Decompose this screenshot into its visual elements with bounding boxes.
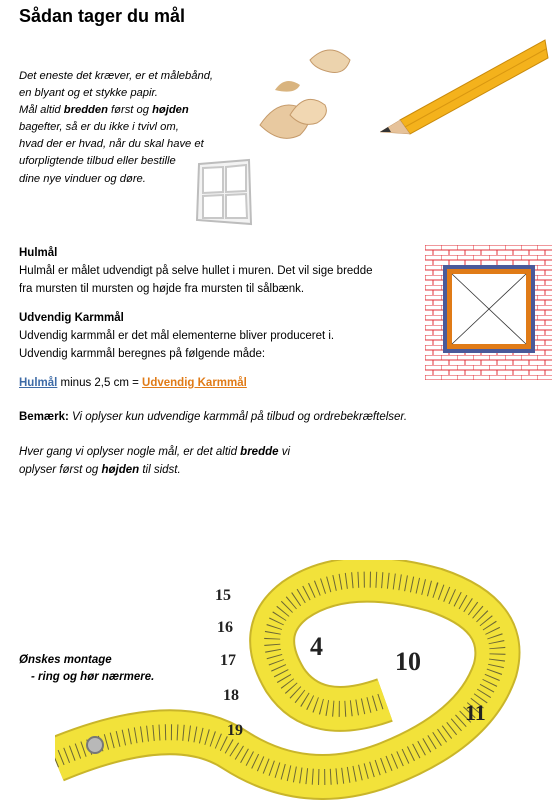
pencil-image [250, 30, 550, 150]
intro-emphasis-bredden: bredden [63, 104, 108, 117]
intro-line: dine nye vinduer og døre. [19, 172, 146, 185]
intro-fragment: først og [107, 104, 153, 117]
tape-number: 4 [310, 632, 323, 661]
hulmaal-link[interactable]: Hulmål [19, 377, 58, 389]
brick-wall-window-diagram [425, 245, 552, 380]
tape-number: 10 [395, 647, 421, 676]
intro-line: uforpligtende tilbud eller bestille [19, 155, 176, 168]
page-title: Sådan tager du mål [19, 6, 186, 26]
tape-number: 11 [465, 700, 486, 725]
tape-number: 18 [223, 687, 239, 704]
note-text: Vi oplyser kun udvendige karmmål på tilbud og ordrebekræftelser. [68, 411, 408, 423]
order-emphasis-bredde: bredde [240, 446, 279, 458]
hulmaal-line: fra mursten til mursten og højde fra mursten til sålbænk. [19, 283, 305, 295]
karmmaal-link[interactable]: Udvendig Karmmål [142, 377, 247, 389]
montage-text: - ring og hør nærmere. [31, 671, 155, 683]
intro-fragment: Mål altid [19, 104, 64, 117]
tape-number: 16 [217, 619, 233, 636]
tape-number: 19 [227, 722, 243, 739]
order-fragment: vi [278, 446, 291, 458]
intro-line: bagefter, så er du ikke i tvivl om, [19, 121, 179, 134]
order-text [19, 444, 349, 479]
tape-number: 17 [220, 652, 236, 669]
formula [19, 377, 247, 389]
karmmaal-line: Udvendig karmmål er det mål elementerne bliver produceret i. [19, 330, 335, 342]
tape-number: 15 [215, 587, 231, 604]
intro-line: hvad der er hvad, når du skal have et [19, 138, 204, 151]
formula-middle: minus 2,5 cm = [57, 377, 143, 389]
order-fragment: til sidst. [139, 463, 181, 476]
order-line [19, 444, 349, 462]
hulmaal-text [19, 262, 419, 298]
note [19, 411, 407, 423]
order-line [19, 462, 349, 480]
intro-line: Det eneste det kræver, er et målebånd, [19, 70, 214, 82]
order-fragment: oplyser først og [19, 463, 102, 476]
hulmaal-line: Hulmål er målet udvendigt på selve hullet i muren. Det vil sige bredde [19, 265, 373, 277]
montage-heading: Ønskes montage [19, 654, 112, 666]
karmmaal-text [19, 327, 419, 363]
order-emphasis-hojden: højden [101, 463, 140, 476]
order-fragment: Hver gang vi oplyser nogle mål, er det altid [19, 446, 241, 458]
hulmaal-heading: Hulmål [19, 247, 58, 259]
note-label: Bemærk: [19, 411, 69, 423]
karmmaal-line: Udvendig karmmål beregnes på følgende måde: [19, 348, 266, 360]
intro-line: en blyant og et stykke papir. [19, 87, 158, 100]
intro-line [19, 102, 269, 119]
window-icon [193, 158, 255, 228]
intro-emphasis-hojden: højden [152, 104, 189, 117]
karmmaal-heading: Udvendig Karmmål [19, 312, 124, 324]
